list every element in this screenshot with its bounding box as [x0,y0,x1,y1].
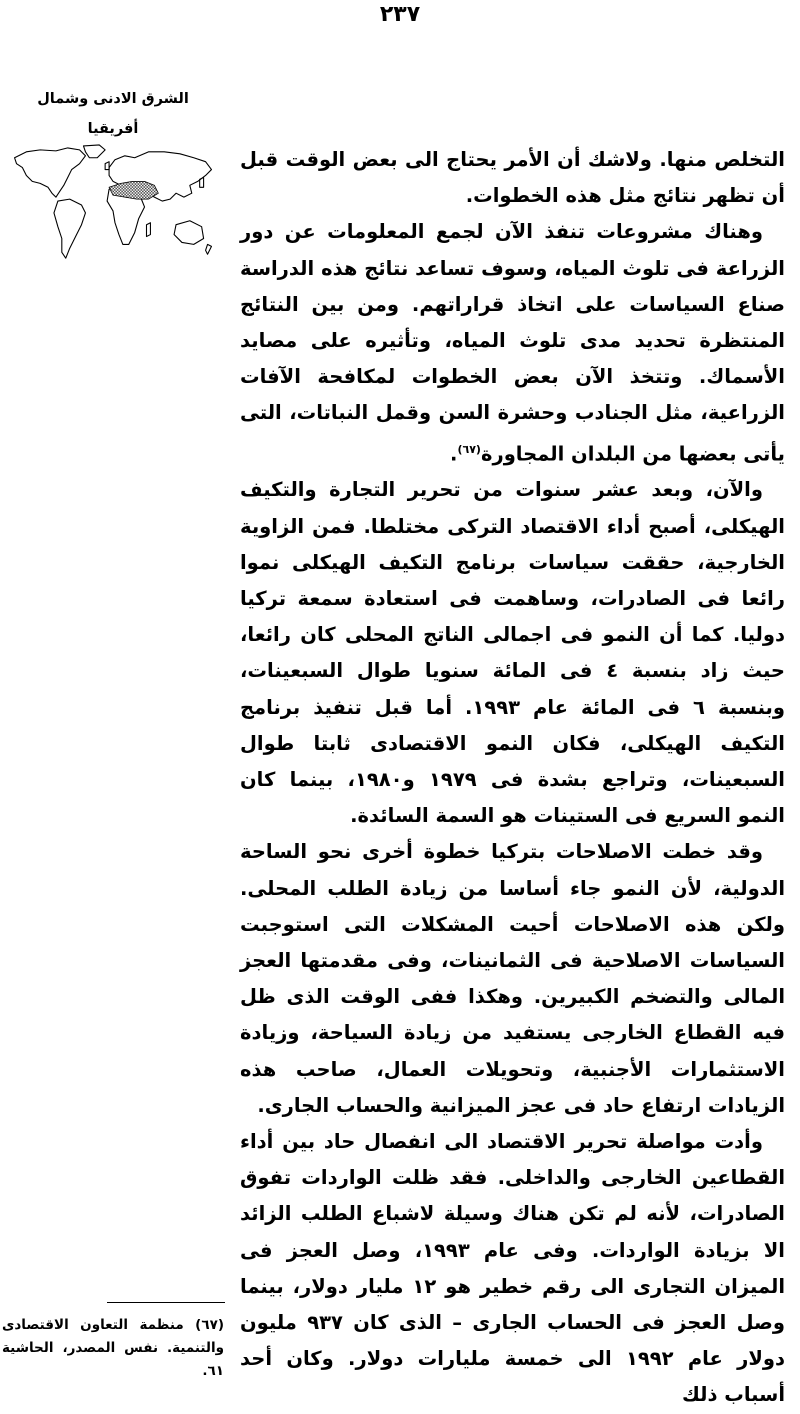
japan-shape [200,177,204,187]
madagascar-shape [146,223,150,237]
main-text [240,142,785,1414]
paragraph-3: والآن، وبعد عشر سنوات من تحرير التجارة والتكيف الهيكلى، أصبح أداء الاقتصاد التركى مختلطا. فمن الزاوية الخارجية، حققت سياسات برنامج التكيف الهيكلى نموا رائعا فى الصادرات، وساهمت فى استعادة سمعة تركيا دوليا. كما أن النمو فى اجمالى الناتج المحلى كان رائعا، حيث زاد بنسبة ٤ فى المائة سنويا طوال السبعينات، وبنسبة ٦ فى المائة عام ١٩٩٣. أما قبل تنفيذ برنامج التكيف الهيكلى، فكان النمو الاقتصادى ثابتا طوال السبعينات، وتراجع بشدة فى ١٩٧٩ و١٩٨٠، بينما كان النمو السريع فى الستينات هو السمة السائدة. [240,478,785,828]
world-map-icon [10,142,218,270]
page-number: ٢٣٧ [379,2,421,27]
footnote: (٦٧) منظمة التعاون الاقتصادى والتنمية. نفس المصدر، الحاشية ٦١. [2,1317,224,1379]
paragraph-5: وأدت مواصلة تحرير الاقتصاد الى انفصال حاد بين أداء القطاعين الخارجى والداخلى. فقد ظلت الواردات تفوق الصادرات، لأنه لم تكن هناك وسيلة لاشباع الطلب الزائد الا بزيادة الواردات. وفى عام ١٩٩٣، وصل العجز فى الميزان التجارى الى رقم خطير هو ١٢ مليار دولار، بينما وصل العجز فى الحساب الجارى – الذى كان ٩٣٧ مليون دولار عام ١٩٩٢ الى خمسة مليارات دولار. وكان أحد أسباب ذلك [240,1129,785,1407]
footnote-reference: (٦٧) [457,442,481,456]
paragraph-2-end: . [450,442,458,466]
south-america-shape [54,199,86,258]
footnote-divider [107,1302,225,1303]
paragraph-2 [240,214,785,472]
paragraph-4: وقد خطت الاصلاحات بتركيا خطوة أخرى نحو الساحة الدولية، لأن النمو جاء أساسا من زيادة الطلب المحلى. ولكن هذه الاصلاحات أحيت المشكلات التى استوجبت السياسات الاصلاحية فى الثمانينات، وفى مقدمتها العجز المالى والتضخم الكبيرين. وهكذا ففى الوقت الذى ظل فيه القطاع الخارجى يستفيد من زيادة السياحة، وزيادة الاستثمارات الأجنبية، وتحويلات العمال، صاحب هذه الزيادات ارتفاع حاد فى عجز الميزانية والحساب الجارى. [240,840,785,1117]
australia-shape [174,221,204,245]
paragraph-1: التخلص منها. ولاشك أن الأمر يحتاج الى بعض الوقت قبل أن تظهر نتائج مثل هذه الخطوات. [240,148,785,208]
near-east-north-africa-highlight [109,181,158,199]
greenland-shape [83,145,105,158]
new-zealand-shape [206,244,212,254]
side-heading [8,84,218,144]
side-heading-line-2: أفريقيا [87,121,139,137]
side-heading-line-1: الشرق الادنى وشمال [37,91,189,107]
paragraph-2-text: وهناك مشروعات تنفذ الآن لجمع المعلومات عن دور الزراعة فى تلوث المياه، وسوف تساعد نتائج هذه الدراسة صناع السياسات على اتخاذ قراراتهم. ومن بين النتائج المنتظرة تحديد مدى تلوث المياه، وتأثيره على مصايد الأسماك. وتتخذ الآن بعض الخطوات لمكافحة الآفات الزراعية، مثل الجنادب وحشرة السن وقمل النباتات، التى يأتى بعضها من البلدان المجاورة [240,220,785,466]
north-america-shape [15,148,86,197]
uk-shape [105,162,109,170]
